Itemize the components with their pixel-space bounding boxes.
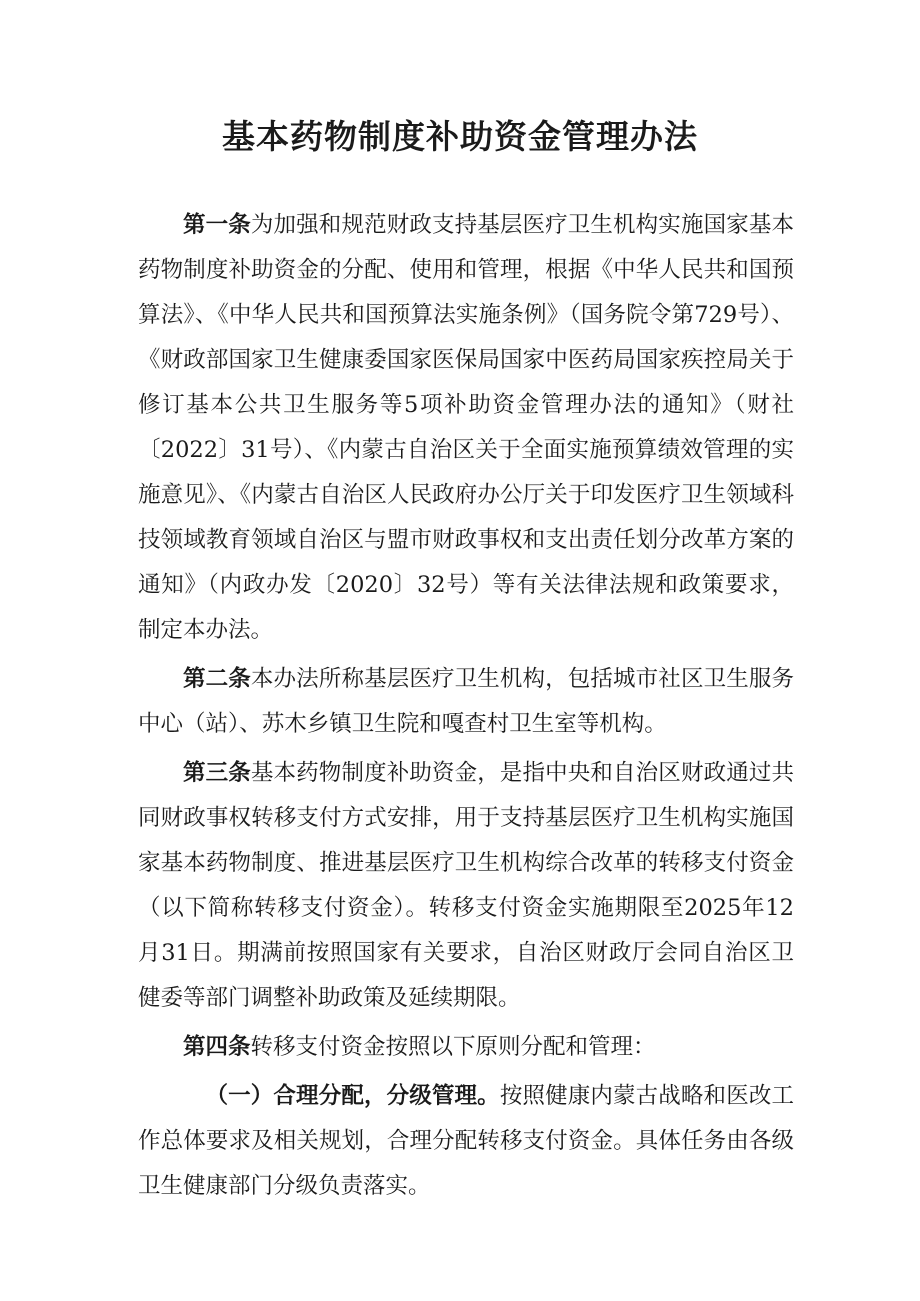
article-4-item-1-text: 按照健康内蒙古战略和医改工作总体要求及相关规划，合理分配转移支付资金。具体任务由各级卫生健康部门分级负责落实。 xyxy=(138,1083,794,1199)
document-body xyxy=(138,203,794,1213)
article-4-text: 转移支付资金按照以下原则分配和管理： xyxy=(250,1034,656,1060)
article-4-item-1-paragraph xyxy=(138,1074,794,1209)
article-3-lead: 第三条 xyxy=(183,760,251,786)
article-2-lead: 第二条 xyxy=(183,666,251,692)
article-1-paragraph xyxy=(138,203,794,653)
article-1-text: 为加强和规范财政支持基层医疗卫生机构实施国家基本药物制度补助资金的分配、使用和管理，根据《中华人民共和国预算法》、《中华人民共和国预算法实施条例》（国务院令第729号）、《财政部国家卫生健康委国家医保局国家中医药局国家疾控局关于修订基本公共卫生服务等5项补助资金管理办法的通知》（财社〔2022〕31号）、《内蒙古自治区关于全面实施预算绩效管理的实施意见》、《内蒙古自治区人民政府办公厅关于印发医疗卫生领域科技领域教育领域自治区与盟市财政事权和支出责任划分改革方案的通知》（内政办发〔2020〕32号）等有关法律法规和政策要求，制定本办法。 xyxy=(138,212,794,643)
article-2-text: 本办法所称基层医疗卫生机构，包括城市社区卫生服务中心（站）、苏木乡镇卫生院和嘎查村卫生室等机构。 xyxy=(138,666,794,737)
article-1-lead: 第一条 xyxy=(183,212,251,238)
article-3-paragraph xyxy=(138,751,794,1021)
article-4-lead: 第四条 xyxy=(183,1034,251,1060)
document-title: 基本药物制度补助资金管理办法 xyxy=(222,117,698,156)
article-3-text: 基本药物制度补助资金，是指中央和自治区财政通过共同财政事权转移支付方式安排，用于支持基层医疗卫生机构实施国家基本药物制度、推进基层医疗卫生机构综合改革的转移支付资金（以下简称转移支付资金）。转移支付资金实施期限至2025年12月31日。期满前按照国家有关要求，自治区财政厅会同自治区卫健委等部门调整补助政策及延续期限。 xyxy=(138,760,794,1011)
article-4-paragraph xyxy=(138,1025,794,1070)
article-2-paragraph xyxy=(138,657,794,747)
article-4-item-1-lead: （一）合理分配，分级管理。 xyxy=(205,1083,500,1109)
